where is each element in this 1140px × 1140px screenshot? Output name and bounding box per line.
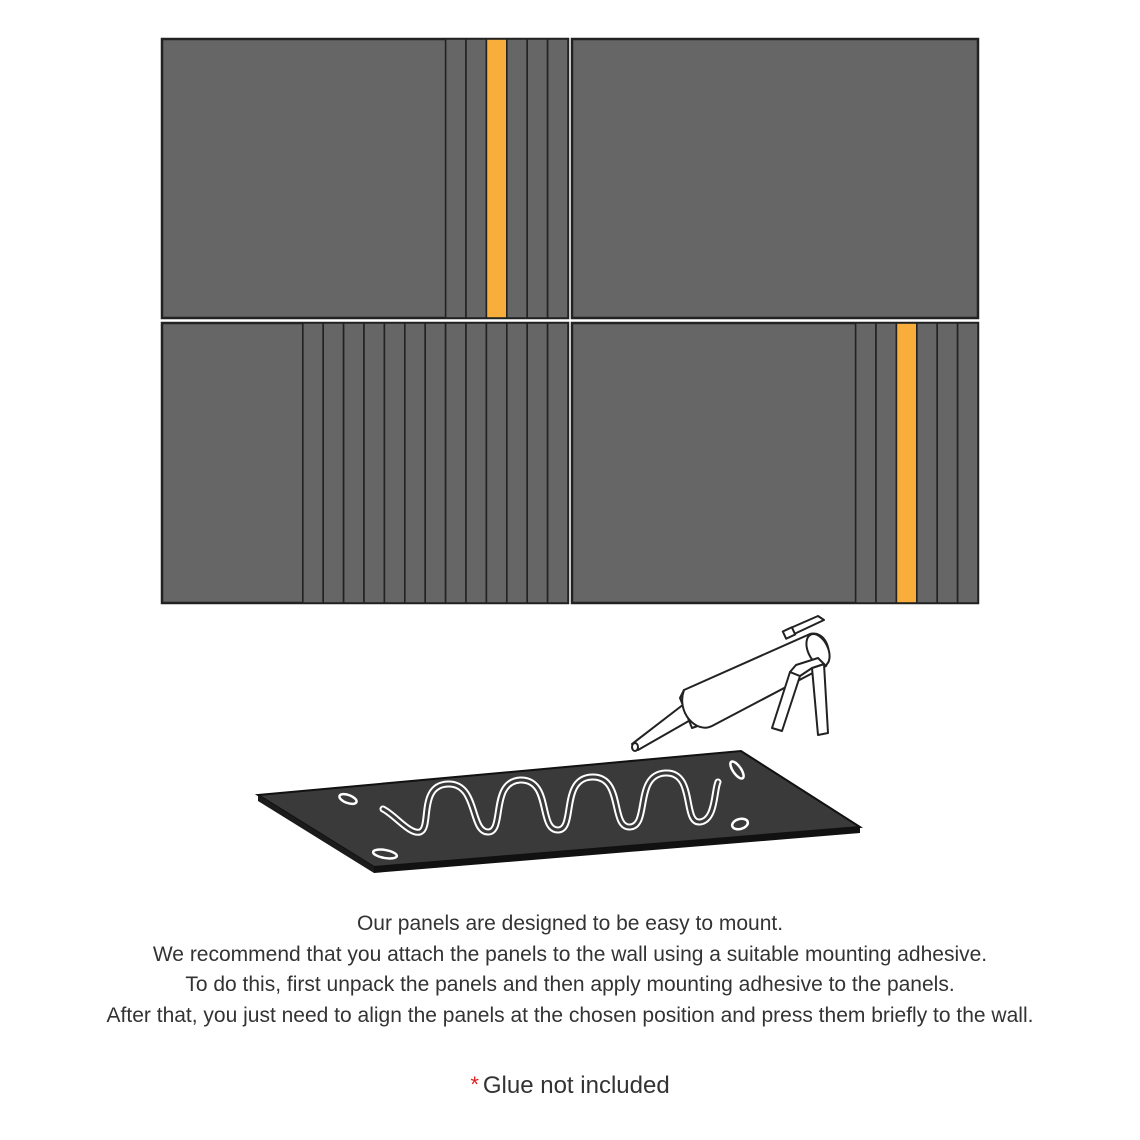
- instruction-line-4: After that, you just need to align the panels at the chosen position and press them briefly to the wall.: [106, 1003, 1034, 1027]
- glue-note-text: Glue not included: [482, 1072, 670, 1099]
- caulking-gun-icon: [632, 616, 834, 751]
- asterisk-icon: *: [470, 1072, 479, 1097]
- panel-with-adhesive-icon: [258, 751, 860, 873]
- glue-note: [0, 1072, 1140, 1100]
- instruction-line-3: To do this, first unpack the panels and then apply mounting adhesive to the panels.: [185, 973, 955, 996]
- mounting-instructions: [0, 909, 1140, 1031]
- instruction-line-2: We recommend that you attach the panels to the wall using a suitable mounting adhesive.: [152, 942, 988, 966]
- instruction-line-1: Our panels are designed to be easy to mount.: [356, 912, 784, 935]
